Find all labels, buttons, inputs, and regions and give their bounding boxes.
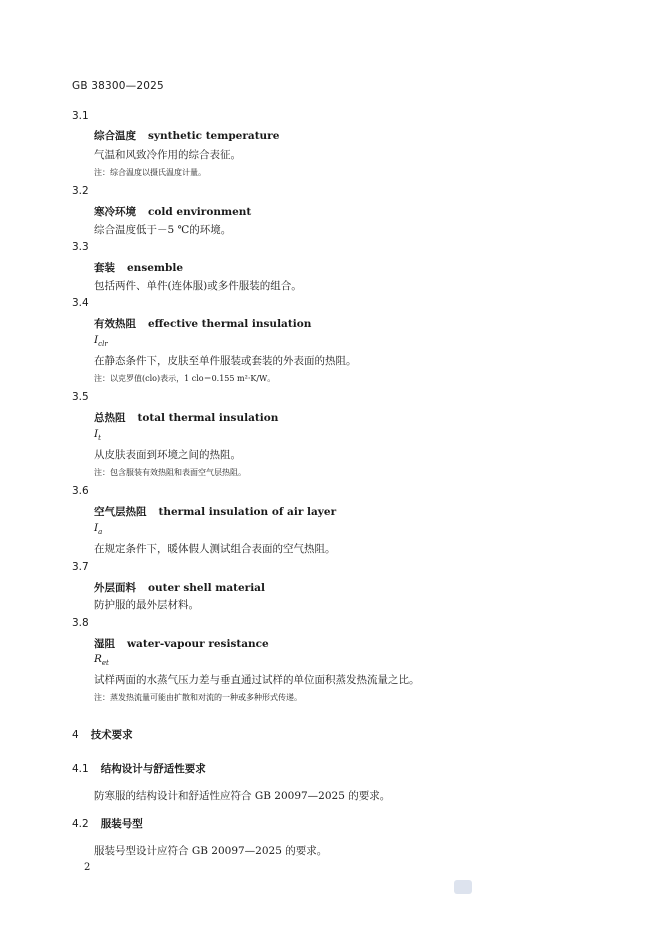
clause-number: 3.5 xyxy=(72,391,89,403)
term-definition: 包括两件、单件(连体服)或多件服装的组合。 xyxy=(94,280,302,292)
term-symbol: $I_{clr}$ xyxy=(94,334,108,349)
term-heading xyxy=(94,580,265,595)
section-number: 4.2 xyxy=(72,818,89,830)
term-english: ensemble xyxy=(127,262,184,274)
term-definition: 综合温度低于－5 ℃的环境。 xyxy=(94,224,232,236)
term-english: total thermal insulation xyxy=(137,412,279,424)
term-english: synthetic temperature xyxy=(148,130,280,142)
term-definition: 从皮肤表面到环境之间的热阻。 xyxy=(94,449,241,461)
term-english: effective thermal insulation xyxy=(148,318,312,330)
clause-number: 3.3 xyxy=(72,241,89,253)
subsection-heading xyxy=(72,816,143,831)
section-title: 结构设计与舒适性要求 xyxy=(100,763,206,775)
term-heading xyxy=(94,128,279,143)
term-definition: 防护服的最外层材料。 xyxy=(94,599,199,611)
term-english: thermal insulation of air layer xyxy=(158,506,337,518)
term-symbol: $I_a$ xyxy=(94,522,103,537)
term-definition: 试样两面的水蒸气压力差与垂直通过试样的单位面积蒸发热流量之比。 xyxy=(94,674,420,686)
section-title: 服装号型 xyxy=(100,818,143,830)
term-definition: 在静态条件下，皮肤至单件服装或套装的外表面的热阻。 xyxy=(94,355,357,367)
term-chinese: 寒冷环境 xyxy=(94,206,136,218)
term-definition: 在规定条件下，暖体假人测试组合表面的空气热阻。 xyxy=(94,543,336,555)
section-body: 防寒服的结构设计和舒适性应符合 GB 20097—2025 的要求。 xyxy=(94,790,391,802)
term-note: 注：蒸发热流量可能由扩散和对流的一种或多种形式传递。 xyxy=(94,693,302,702)
subsection-heading xyxy=(72,761,206,776)
term-chinese: 综合温度 xyxy=(94,130,136,142)
term-chinese: 外层面料 xyxy=(94,582,136,594)
term-symbol: $I_t$ xyxy=(94,428,101,443)
term-english: water-vapour resistance xyxy=(127,638,269,650)
term-chinese: 有效热阻 xyxy=(94,318,136,330)
term-heading xyxy=(94,636,269,651)
term-chinese: 空气层热阻 xyxy=(94,506,147,518)
term-english: outer shell material xyxy=(148,582,265,594)
term-heading xyxy=(94,260,183,275)
term-heading xyxy=(94,316,311,331)
term-note: 注：综合温度以摄氏温度计量。 xyxy=(94,168,206,177)
clause-number: 3.1 xyxy=(72,110,89,122)
term-heading xyxy=(94,204,251,219)
term-note: 注：包含服装有效热阻和表面空气层热阻。 xyxy=(94,468,246,477)
section-number: 4.1 xyxy=(72,763,89,775)
term-english: cold environment xyxy=(148,206,252,218)
standard-number-header: GB 38300—2025 xyxy=(72,80,164,92)
clause-number: 3.4 xyxy=(72,297,89,309)
section-title: 技术要求 xyxy=(90,729,133,741)
section-number: 4 xyxy=(72,729,79,741)
watermark-logo-icon xyxy=(454,880,472,894)
page-number: 2 xyxy=(84,862,91,873)
term-chinese: 总热阻 xyxy=(94,412,126,424)
term-chinese: 湿阻 xyxy=(94,638,115,650)
section-heading xyxy=(72,727,133,742)
clause-number: 3.2 xyxy=(72,185,89,197)
term-definition: 气温和风致冷作用的综合表征。 xyxy=(94,149,241,161)
term-heading xyxy=(94,504,336,519)
term-symbol: $R_{et}$ xyxy=(94,653,109,668)
term-heading xyxy=(94,410,278,425)
clause-number: 3.7 xyxy=(72,561,89,573)
section-body: 服装号型设计应符合 GB 20097—2025 的要求。 xyxy=(94,845,328,857)
clause-number: 3.6 xyxy=(72,485,89,497)
term-note: 注：以克罗值(clo)表示，1 clo＝0.155 m²·K/W。 xyxy=(94,374,276,383)
term-chinese: 套装 xyxy=(94,262,115,274)
clause-number: 3.8 xyxy=(72,617,89,629)
